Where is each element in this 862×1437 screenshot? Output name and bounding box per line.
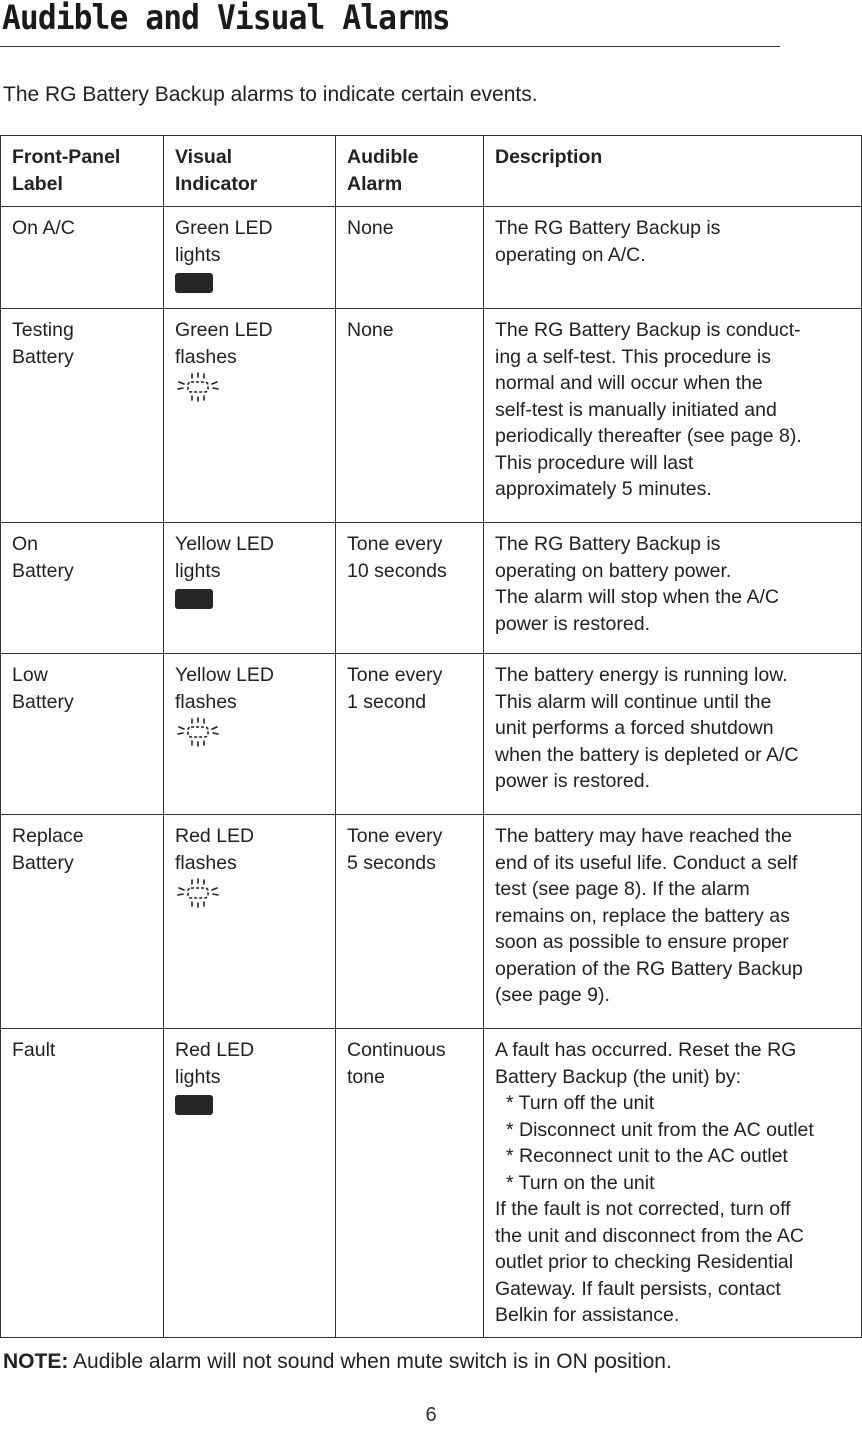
- visual-indicator-cell: [164, 207, 336, 309]
- description-line: Battery Backup (the unit) by:: [495, 1065, 742, 1088]
- description-line: end of its useful life. Conduct a self: [495, 851, 798, 874]
- visual-indicator-cell: [164, 309, 336, 523]
- visual-indicator-text: Green LED lights: [175, 217, 273, 266]
- alarms-table: [0, 135, 862, 1338]
- table-row: [1, 523, 862, 654]
- description-cell: [484, 309, 862, 523]
- table-row: [1, 654, 862, 815]
- audible-alarm-cell: Tone every 10 seconds: [336, 523, 484, 654]
- audible-alarm-cell: Continuous tone: [336, 1029, 484, 1338]
- description-line: self-test is manually initiated and: [495, 398, 777, 421]
- description-line: The battery may have reached the: [495, 825, 793, 847]
- description-line: The battery energy is running low.: [495, 664, 788, 686]
- visual-indicator-text: Red LED lights: [175, 1039, 255, 1088]
- description-line: ing a self-test. This procedure is: [495, 345, 772, 368]
- solid-led-icon: [175, 1095, 213, 1115]
- flashing-led-icon: [175, 878, 221, 908]
- description-line: remains on, replace the battery as: [495, 904, 790, 927]
- header-front-panel-label: Front-Panel Label: [1, 136, 164, 207]
- page-title: Audible and Visual Alarms: [2, 0, 450, 38]
- description-line: the unit and disconnect from the AC: [495, 1224, 804, 1247]
- audible-alarm-cell: Tone every 5 seconds: [336, 815, 484, 1029]
- solid-led-icon: [175, 589, 213, 609]
- description-line: outlet prior to checking Residential: [495, 1251, 794, 1273]
- description-line: The RG Battery Backup is: [495, 217, 721, 239]
- header-audible-alarm: Audible Alarm: [336, 136, 484, 207]
- description-line: The RG Battery Backup is conduct-: [495, 319, 801, 341]
- visual-indicator-cell: [164, 1029, 336, 1338]
- description-line: operation of the RG Battery Backup: [495, 957, 803, 980]
- visual-indicator-text: Green LED flashes: [175, 319, 273, 368]
- description-line: If the fault is not corrected, turn off: [495, 1198, 791, 1220]
- description-line: This alarm will continue until the: [495, 690, 772, 713]
- description-line: periodically thereafter (see page 8).: [495, 425, 802, 447]
- visual-indicator-text: Yellow LED flashes: [175, 664, 275, 713]
- visual-indicator-cell: [164, 523, 336, 654]
- front-panel-label-cell: Fault: [1, 1029, 164, 1338]
- table-row: [1, 1029, 862, 1338]
- front-panel-label-cell: Low Battery: [1, 654, 164, 815]
- table-row: [1, 207, 862, 309]
- audible-alarm-cell: None: [336, 309, 484, 523]
- description-line: The RG Battery Backup is: [495, 533, 721, 555]
- solid-led-icon: [175, 273, 213, 293]
- description-line: approximately 5 minutes.: [495, 478, 712, 500]
- description-line: The alarm will stop when the A/C: [495, 586, 779, 608]
- description-line: (see page 9).: [495, 984, 610, 1006]
- description-line: This procedure will last: [495, 451, 694, 474]
- front-panel-label-cell: On Battery: [1, 523, 164, 654]
- header-visual-indicator: Visual Indicator: [164, 136, 336, 207]
- table-header-row: [1, 136, 862, 207]
- description-cell: [484, 523, 862, 654]
- visual-indicator-cell: [164, 654, 336, 815]
- description-line: soon as possible to ensure proper: [495, 931, 789, 953]
- visual-indicator-text: Yellow LED lights: [175, 533, 275, 582]
- header-description: Description: [484, 136, 862, 207]
- description-line: normal and will occur when the: [495, 372, 763, 394]
- front-panel-label-cell: Replace Battery: [1, 815, 164, 1029]
- description-line: unit performs a forced shutdown: [495, 717, 774, 739]
- description-line: power is restored.: [495, 770, 650, 792]
- description-line: * Reconnect unit to the AC outlet: [506, 1145, 788, 1167]
- description-line: * Turn off the unit: [506, 1092, 655, 1114]
- front-panel-label-cell: On A/C: [1, 207, 164, 309]
- table-row: [1, 815, 862, 1029]
- audible-alarm-cell: None: [336, 207, 484, 309]
- description-cell: [484, 207, 862, 309]
- flashing-led-icon: [175, 372, 221, 402]
- note-text: Audible alarm will not sound when mute switch is in ON position.: [68, 1350, 672, 1373]
- audible-alarm-cell: Tone every 1 second: [336, 654, 484, 815]
- title-divider: [0, 46, 780, 47]
- description-line: A fault has occurred. Reset the RG: [495, 1039, 797, 1061]
- flashing-led-icon: [175, 717, 221, 747]
- description-line: test (see page 8). If the alarm: [495, 878, 750, 900]
- page-number: 6: [425, 1404, 437, 1426]
- description-line: operating on battery power.: [495, 559, 732, 582]
- visual-indicator-text: Red LED flashes: [175, 825, 255, 874]
- description-line: when the battery is depleted or A/C: [495, 743, 799, 766]
- description-line: * Disconnect unit from the AC outlet: [506, 1118, 814, 1141]
- description-line: power is restored.: [495, 612, 650, 635]
- note-label: NOTE:: [3, 1350, 69, 1373]
- description-cell: [484, 815, 862, 1029]
- mute-note: [3, 1350, 672, 1374]
- description-line: * Turn on the unit: [506, 1171, 655, 1194]
- description-line: operating on A/C.: [495, 243, 646, 266]
- description-cell: [484, 1029, 862, 1338]
- intro-text: The RG Battery Backup alarms to indicate certain events.: [3, 83, 538, 106]
- description-line: Gateway. If fault persists, contact: [495, 1277, 781, 1300]
- front-panel-label-cell: Testing Battery: [1, 309, 164, 523]
- description-cell: [484, 654, 862, 815]
- visual-indicator-cell: [164, 815, 336, 1029]
- table-row: [1, 309, 862, 523]
- description-line: Belkin for assistance.: [495, 1304, 680, 1326]
